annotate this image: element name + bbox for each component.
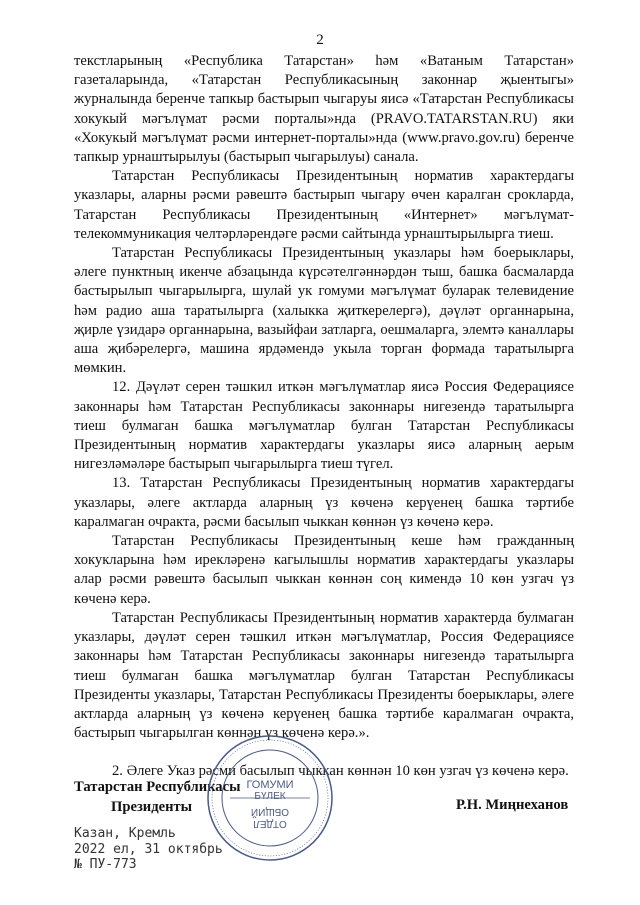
paragraph: 2. Әлеге Указ рәсми басылып чыккан көннән 10 көн узгач үз көченә керә. (112, 763, 569, 780)
stamp-line4: ОБЩИЙ (250, 806, 290, 817)
issue-info (74, 826, 223, 873)
official-stamp (205, 733, 335, 863)
paragraph: Татарстан Республикасы Президентының указлары һәм боерыклары, әлеге пунктның икенче абзацында күрсәтелгәннәрдән тыш, башка басмаларда бастырылып чыгарылырга, шулай ук гомуми мәгълүмат буларак телевидение һәм радио аша таратылырга (халыкка җиткерелергә), дәүләт органнарына, җирле үзидарә органнарына, вазыйфаи затларга, оешмаларга, элемтә каналлары аша җибәрелергә, машина ярдәмендә укыла торган формада таратылырга мөмкин. (74, 245, 574, 377)
paragraph: текстларының «Республика Татарстан» һәм «Ватаным Татарстан» газеталарында, «Татарстан Республикасының законнар җыентыгы» журналында беренче тапкыр бастырып чыгаруы яисә «Татарстан Республикасы хокукый мәгълүмат рәсми порталы»нда (PRAVO.TATARSTAN.RU) яки «Хокукый мәгълүмат рәсми интернет-порталы»нда (www.pravo.gov.ru) беренче тапкыр урнаштырылуы (бастырып чыгарылуы) санала. (74, 53, 574, 166)
issue-place: Казан, Кремль (74, 826, 176, 841)
signatory-title-line1: Татарстан Республикасы (74, 779, 241, 795)
paragraph: Татарстан Республикасы Президентының норматив характерда булмаган указлары, дәүләт серен тәшкил иткән мәгълүматлар, Россия Федерациясе законнары һәм Татарстан Республикасы законнары нигезендә таратылырга тиеш булмаган башка мәгълүматлар булган Татарстан Республикасы Президенты указлары, Татарстан Республикасы Президенты боерыклары, әлеге актларда аларның үз көченә керүенең башка тәртибе каралмаган очракта, бастырып чыгарылган көннән үз көченә керә.». (74, 609, 574, 742)
paragraph: Татарстан Республикасы Президентының норматив характердагы указлары, аларны рәсми рәвештә бастырып чыгару өчен каралган срокларда, Татарстан Республикасы Президентының «Интернет» мәгълүмат-телекоммуникация челтәрләрендәге рәсми сайтында урнаштырылырга тиеш. (74, 168, 574, 242)
signatory-name: Р.Н. Миңнеханов (456, 797, 569, 813)
page-number: 2 (316, 32, 324, 48)
stamp-line3: ОТДЕЛ (253, 818, 287, 829)
paragraph: 13. Татарстан Республикасы Президентының норматив характердагы указлары, әлеге актларда аларның үз көченә керүенең башка тәртибе каралмаган очракта, рәсми басылып чыккан көннән үз көченә керә. (74, 475, 574, 530)
issue-date: 2022 ел, 31 октябрь (74, 841, 223, 857)
stamp-line1: ГОМУМИ (246, 779, 294, 791)
issue-number: № ПУ-773 (74, 857, 137, 872)
paragraph: Татарстан Республикасы Президентының кеше һәм гражданның хокукларына һәм ирекләренә кагылышлы норматив характердагы указлары алар рәсми рәвештә басылып чыккан көннән соң кимендә 10 көн узгач үз көченә керә. (74, 533, 574, 607)
stamp-line2: БҮЛЕК (254, 791, 286, 802)
signatory-title-line2: Президенты (111, 799, 193, 815)
paragraph: 12. Дәүләт серен тәшкил иткән мәгълүматлар яисә Россия Федерациясе законнары һәм Татарстан Республикасы законнары нигезендә таратылырга тиеш булмаган башка мәгълүматлар булган Татарстан Республикасы Президентының норматив характердагы указлары яисә аларның аерым нигезләмәләре бастырып чыгарылырга тиеш түгел. (74, 379, 574, 473)
